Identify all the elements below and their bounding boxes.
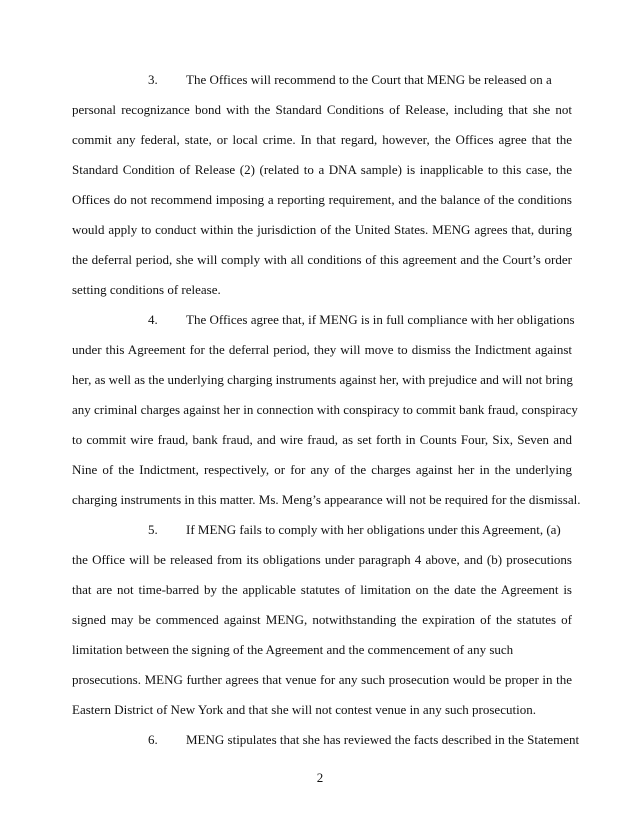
paragraph-line: Offices do not recommend imposing a reporting requirement, and the balance of the conditions — [72, 192, 572, 207]
paragraph-line: prosecutions. MENG further agrees that venue for any such prosecution would be proper in the — [72, 672, 572, 687]
paragraph-line: to commit wire fraud, bank fraud, and wire fraud, as set forth in Counts Four, Six, Seven and — [72, 432, 572, 447]
paragraph-line: under this Agreement for the deferral period, they will move to dismiss the Indictment against — [72, 342, 572, 357]
paragraph-line: If MENG fails to comply with her obligations under this Agreement, (a) — [186, 522, 561, 537]
paragraph-number: 4. — [148, 312, 158, 327]
paragraph-line: limitation between the signing of the Agreement and the commencement of any such — [72, 642, 514, 657]
paragraph-line: commit any federal, state, or local crime. In that regard, however, the Offices agree that the — [72, 132, 572, 147]
paragraph-line: that are not time-barred by the applicable statutes of limitation on the date the Agreement is — [72, 582, 572, 597]
paragraph-line: Eastern District of New York and that she will not contest venue in any such prosecution. — [72, 702, 536, 717]
paragraph-line: Standard Condition of Release (2) (related to a DNA sample) is inapplicable to this case, the — [72, 162, 572, 177]
page-number: 2 — [316, 770, 324, 785]
paragraph-line: signed may be commenced against MENG, notwithstanding the expiration of the statutes of — [72, 612, 572, 627]
paragraph-line: any criminal charges against her in connection with conspiracy to commit bank fraud, conspiracy — [72, 402, 578, 417]
paragraph-line: her, as well as the underlying charging instruments against her, with prejudice and will not bring — [72, 372, 573, 387]
paragraph-line: Nine of the Indictment, respectively, or for any of the charges against her in the underlying — [72, 462, 572, 477]
paragraph-line: charging instruments in this matter. Ms. Meng’s appearance will not be required for the dismissal. — [72, 492, 581, 507]
paragraph-line: setting conditions of release. — [72, 282, 221, 297]
paragraph-line: personal recognizance bond with the Standard Conditions of Release, including that she not — [72, 102, 572, 117]
paragraph-line: would apply to conduct within the jurisdiction of the United States. MENG agrees that, during — [72, 222, 572, 237]
paragraph-line: the Office will be released from its obligations under paragraph 4 above, and (b) prosecutions — [72, 552, 572, 567]
paragraph-line: The Offices agree that, if MENG is in full compliance with her obligations — [186, 312, 575, 327]
paragraph-number: 6. — [148, 732, 158, 747]
paragraph-number: 3. — [148, 72, 158, 87]
paragraph-line: MENG stipulates that she has reviewed the facts described in the Statement — [186, 732, 580, 747]
paragraph-number: 5. — [148, 522, 158, 537]
paragraph-line: The Offices will recommend to the Court that MENG be released on a — [186, 72, 552, 87]
paragraph-line: the deferral period, she will comply with all conditions of this agreement and the Court’s order — [72, 252, 572, 267]
